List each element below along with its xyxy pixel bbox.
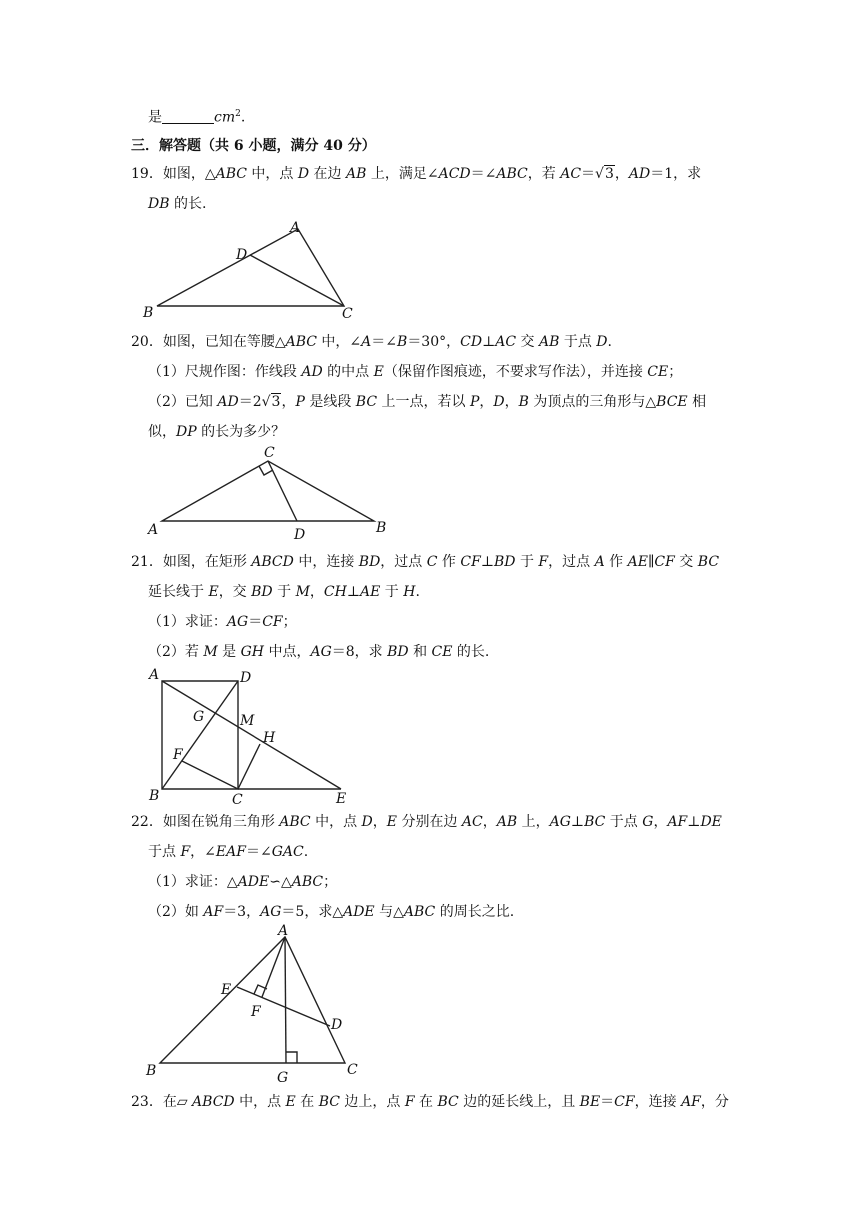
q20-part2-line2: 似，DP 的长为多少？ [148,424,286,440]
q20-text-line1: 20．如图，已知在等腰△ABC 中，∠A＝∠B＝30°，CD⊥AC 交 AB 于点 D. [131,334,612,350]
segment-ae [162,681,341,789]
q22-triangle-figure [140,925,370,1085]
sqrt-symbol: √3 [595,166,614,182]
label-c: C [232,792,243,808]
q22-part2: （2）如 AF＝3，AG＝5，求△ADE 与△ABC 的周长之比. [148,904,515,920]
q22-text-line1: 22．如图在锐角三角形 ABC 中，点 D，E 分别在边 AC，AB 上，AG⊥BC 于点 G，AF⊥DE [131,814,722,830]
q19-text-line1: 19．如图，△ABC 中，点 D 在边 AB 上，满足∠ACD＝∠ABC，若 AC＝√3，AD＝1，求 [131,166,702,182]
label-a: A [149,667,160,683]
label-a: A [278,923,289,939]
label-d: D [331,1017,343,1033]
diagonal-bd [162,681,238,789]
q21-rectangle-figure [140,665,370,807]
q22-text-line2: 于点 F，∠EAF＝∠GAC. [148,844,309,860]
label-g: G [193,709,205,725]
q23-text-line1: 23．在▱ ABCD 中，点 E 在 BC 边上，点 F 在 BC 边的延长线上，且 BE＝CF，连接 AF，分 [131,1094,729,1110]
label-b: B [376,520,387,536]
triangle-abc [160,937,345,1063]
label-d: D [236,247,248,263]
segment-cd [250,255,344,306]
q21-part1: （1）求证：AG＝CF； [148,614,297,630]
segment-ch [238,744,260,789]
label-e: E [336,791,347,807]
triangle-abc [157,229,344,306]
label-b: B [143,305,154,321]
label-g: G [277,1070,289,1086]
q21-text-line1: 21．如图，在矩形 ABCD 中，连接 BD，过点 C 作 CF⊥BD 于 F，过点 A 作 AE∥CF 交 BC [131,554,720,570]
q22-part1: （1）求证：△ADE∽△ABC； [148,874,338,890]
label-h: H [263,730,276,746]
label-d: D [294,527,306,543]
segment-cf [182,761,238,789]
label-a: A [290,220,301,236]
label-a: A [148,522,159,538]
label-f: F [173,747,183,763]
right-angle-mark-g [286,1052,297,1063]
answer-blank[interactable] [162,109,214,124]
sqrt-symbol: √3 [261,394,281,410]
q20-triangle-figure [140,442,400,544]
label-m: M [240,713,255,729]
label-b: B [149,788,160,804]
label-c: C [342,306,353,322]
label-e: E [221,982,232,998]
label-b: B [146,1063,157,1079]
q21-text-line2: 延长线于 E，交 BD 于 M，CH⊥AE 于 H. [148,584,420,600]
q21-part2: （2）若 M 是 GH 中点，AG＝8，求 BD 和 CE 的长. [148,644,490,660]
q19-text-line2: DB 的长. [148,196,207,212]
label-c: C [347,1062,358,1078]
q18-answer-line: 是 $cm^2$. [148,109,246,126]
q19-triangle-figure [140,218,370,322]
section-title: 三．解答题（共 6 小题，满分 40 分） [131,138,376,154]
triangle-abc [162,461,374,521]
q20-part2-line1: （2）已知 AD＝2√3，P 是线段 BC 上一点，若以 P，D，B 为顶点的三角形与△BCE 相 [148,394,707,410]
label-d: D [240,670,252,686]
q20-part1: （1）尺规作图：作线段 AD 的中点 E（保留作图痕迹，不要求写作法），并连接 CE； [148,364,683,380]
label-c: C [264,445,275,461]
segment-ag [285,937,286,1063]
label-f: F [251,1004,261,1020]
